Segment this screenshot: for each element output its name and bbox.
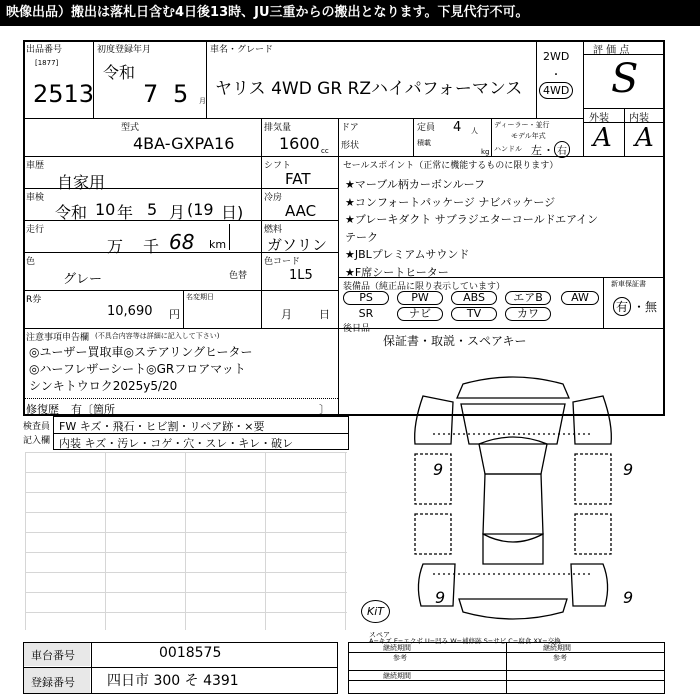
equip-airbag: エアB bbox=[505, 291, 551, 305]
repair-bracket: 〕 bbox=[319, 403, 330, 416]
kit-mark: KiT bbox=[361, 600, 390, 623]
displacement-value: 1600 bbox=[279, 134, 320, 153]
inspector-grid bbox=[25, 452, 347, 630]
equipment-label: 装備品（純正品に限り表示しています） bbox=[343, 282, 506, 292]
inspector-row-1: FW キズ・飛石・ヒビ割・リペア跡・×要 bbox=[59, 420, 265, 433]
new-warranty-label: 新車保証書 bbox=[611, 280, 646, 288]
equip-aw: AW bbox=[561, 291, 599, 305]
repair-value: 有〔箇所 bbox=[71, 403, 115, 416]
ac-label: 冷房 bbox=[264, 193, 283, 203]
spare-label: スペア bbox=[369, 631, 390, 639]
damage-legend: A−キズ E−エクボ U−凹み W−補修跡 S−サビ C−腐食 XX−交換 bbox=[369, 637, 561, 645]
notes-lines bbox=[29, 344, 253, 395]
reference-label-2: 参考 bbox=[553, 654, 567, 662]
first-reg-label: 初度登録年月 bbox=[97, 45, 152, 55]
equip-tv: TV bbox=[451, 307, 497, 321]
notes-label: 注意事項申告欄 bbox=[26, 333, 90, 343]
auction-sheet bbox=[23, 40, 665, 696]
r-number-unit: 円 bbox=[169, 308, 180, 321]
handle-dot: ・ bbox=[543, 144, 554, 157]
new-warranty-yes: 有 bbox=[613, 297, 631, 316]
header-banner: 映像出品）搬出は落札日含む4日後13時、JU三重からの搬出となります。下見代行不可。 bbox=[0, 0, 700, 26]
color-code-value: 1L5 bbox=[289, 268, 313, 283]
shift-label: シフト bbox=[264, 161, 292, 171]
color-value: グレー bbox=[63, 272, 103, 287]
car-name-value: ヤリス 4WD GR RZハイパフォーマンス bbox=[215, 79, 523, 99]
new-warranty-dot: ・ bbox=[633, 300, 646, 314]
capacity-label: 定員 bbox=[417, 123, 436, 133]
reg-number-label: 登録番号 bbox=[31, 676, 75, 689]
inspection-y: 年 bbox=[117, 203, 134, 222]
handle-label: ハンドル bbox=[494, 145, 522, 153]
diagram-mark-fr: 9 bbox=[623, 460, 634, 479]
lot-number: 2513 bbox=[33, 80, 95, 108]
score-value: S bbox=[611, 56, 639, 102]
note-line: ◎ユーザー買取車◎ステアリングヒーター bbox=[29, 345, 253, 359]
equip-leather: カワ bbox=[505, 307, 551, 321]
first-reg-year: 7 bbox=[143, 80, 159, 108]
lot-sub: [1877] bbox=[35, 59, 59, 67]
diagram-mark-rl: 9 bbox=[435, 588, 446, 607]
color-change-label: 色替 bbox=[229, 271, 248, 281]
inspector-label-1: 検査員 bbox=[23, 422, 51, 432]
notes-sub: (不具合内容等は詳細に記入して下さい) bbox=[95, 332, 220, 340]
handle-left: 左 bbox=[531, 144, 542, 157]
sales-point-item: テーク bbox=[345, 230, 378, 244]
fuel-value: ガソリン bbox=[267, 236, 328, 254]
drive-dot: ・ bbox=[551, 70, 561, 81]
repair-label: 修復歴 bbox=[26, 403, 59, 416]
drive-2wd: 2WD bbox=[543, 50, 570, 63]
inspection-m: 月 bbox=[169, 203, 186, 222]
equip-pw: PW bbox=[397, 291, 443, 305]
name-change-month: 月 bbox=[281, 308, 292, 321]
interior-score: A bbox=[635, 123, 654, 153]
reference-label-1: 参考 bbox=[393, 654, 407, 662]
mileage-sen: 千 bbox=[143, 237, 160, 256]
history-value: 自家用 bbox=[57, 173, 106, 192]
equip-navi: ナビ bbox=[397, 307, 443, 321]
model-year-label: モデル年式 bbox=[511, 132, 546, 140]
load-label: 積載 bbox=[417, 139, 431, 147]
inspection-month: 5 bbox=[147, 200, 158, 219]
period-label-3: 継続期間 bbox=[383, 672, 411, 680]
new-warranty-no: 無 bbox=[645, 300, 658, 314]
capacity-unit: 人 bbox=[471, 127, 478, 135]
dealer-label: ディーラー・並行 bbox=[494, 121, 550, 129]
handle-right: 右 bbox=[554, 141, 570, 158]
displacement-label: 排気量 bbox=[264, 123, 292, 133]
mileage-value: 68 bbox=[169, 230, 195, 254]
attachments-value: 保証書・取説・スペアキー bbox=[383, 334, 527, 348]
inspection-label: 車検 bbox=[26, 193, 45, 203]
mileage-man: 万 bbox=[107, 237, 124, 256]
drive-4wd: 4WD bbox=[539, 82, 573, 99]
reg-number-value: 四日市 300 そ 4391 bbox=[107, 673, 239, 689]
interior-label: 内装 bbox=[629, 113, 649, 124]
car-name-label: 車名・グレード bbox=[210, 45, 274, 55]
r-number-value: 10,690 bbox=[107, 304, 153, 319]
note-line: ◎ハーフレザーシート◎GRフロアマット bbox=[29, 362, 246, 376]
sales-point-item: ★JBLプレミアムサウンド bbox=[345, 248, 470, 261]
sales-points-list bbox=[345, 176, 598, 281]
name-change-day: 日 bbox=[319, 308, 330, 321]
first-reg-month: 5 bbox=[173, 80, 189, 108]
inspector-row-2: 内装 キズ・汚レ・コゲ・穴・スレ・キレ・破レ bbox=[59, 437, 294, 450]
car-number-label: 車台番号 bbox=[31, 649, 75, 662]
inspection-era: 令和 bbox=[55, 203, 88, 222]
diagram-mark-fl: 9 bbox=[433, 460, 444, 479]
color-code-label: 色コード bbox=[264, 257, 301, 267]
load-unit: kg bbox=[481, 148, 490, 156]
sales-point-item: ★マーブル柄カーボンルーフ bbox=[345, 178, 486, 191]
score-label: 評 価 点 bbox=[593, 45, 630, 56]
lot-label: 出品番号 bbox=[26, 45, 63, 55]
inspection-d: 日) bbox=[221, 203, 244, 222]
history-label: 車歴 bbox=[26, 161, 45, 171]
model-label: 型式 bbox=[121, 123, 140, 133]
mileage-unit: km bbox=[209, 238, 227, 251]
shape-label: 形状 bbox=[341, 141, 360, 151]
equip-sr: SR bbox=[358, 307, 374, 320]
r-number-label: R券 bbox=[26, 295, 42, 305]
inspection-year: 10 bbox=[95, 200, 116, 219]
car-number-value: 0018575 bbox=[159, 645, 222, 661]
diagram-mark-rr: 9 bbox=[623, 588, 634, 607]
name-change-label: 名変期日 bbox=[186, 293, 214, 301]
inspector-label-2: 記入欄 bbox=[23, 436, 51, 446]
color-label: 色 bbox=[26, 257, 36, 267]
ac-value: AAC bbox=[285, 202, 317, 220]
sales-point-item: ★ブレーキダクト サブラジエターコールドエアイン bbox=[345, 213, 599, 226]
first-reg-era: 令和 bbox=[103, 63, 136, 82]
displacement-unit: cc bbox=[321, 147, 329, 155]
shift-value: FAT bbox=[285, 170, 311, 188]
fuel-label: 燃料 bbox=[264, 225, 283, 235]
period-label-1: 継続期間 bbox=[383, 644, 411, 652]
capacity-value: 4 bbox=[453, 120, 462, 135]
note-line: シンキトウロク2025y5/20 bbox=[29, 379, 178, 393]
doors-label: ドア bbox=[341, 123, 359, 133]
equip-abs: ABS bbox=[451, 291, 497, 305]
sales-point-item: ★コンフォートパッケージ ナビパッケージ bbox=[345, 195, 556, 209]
sales-points-label: セールスポイント（正常に機能するものに限ります） bbox=[343, 161, 559, 171]
car-diagram bbox=[393, 374, 633, 634]
inspection-day: (19 bbox=[187, 200, 214, 219]
period-label-2: 継続期間 bbox=[543, 644, 571, 652]
equip-ps: PS bbox=[343, 291, 389, 305]
attachments-label: 後日品 bbox=[343, 324, 371, 334]
exterior-score: A bbox=[593, 123, 612, 153]
mileage-label: 走行 bbox=[26, 225, 45, 235]
sales-point-item: ★F席シートヒーター bbox=[345, 265, 449, 279]
model-value: 4BA-GXPA16 bbox=[133, 134, 235, 153]
first-reg-unit: 月 bbox=[199, 97, 206, 105]
exterior-label: 外装 bbox=[589, 113, 609, 124]
